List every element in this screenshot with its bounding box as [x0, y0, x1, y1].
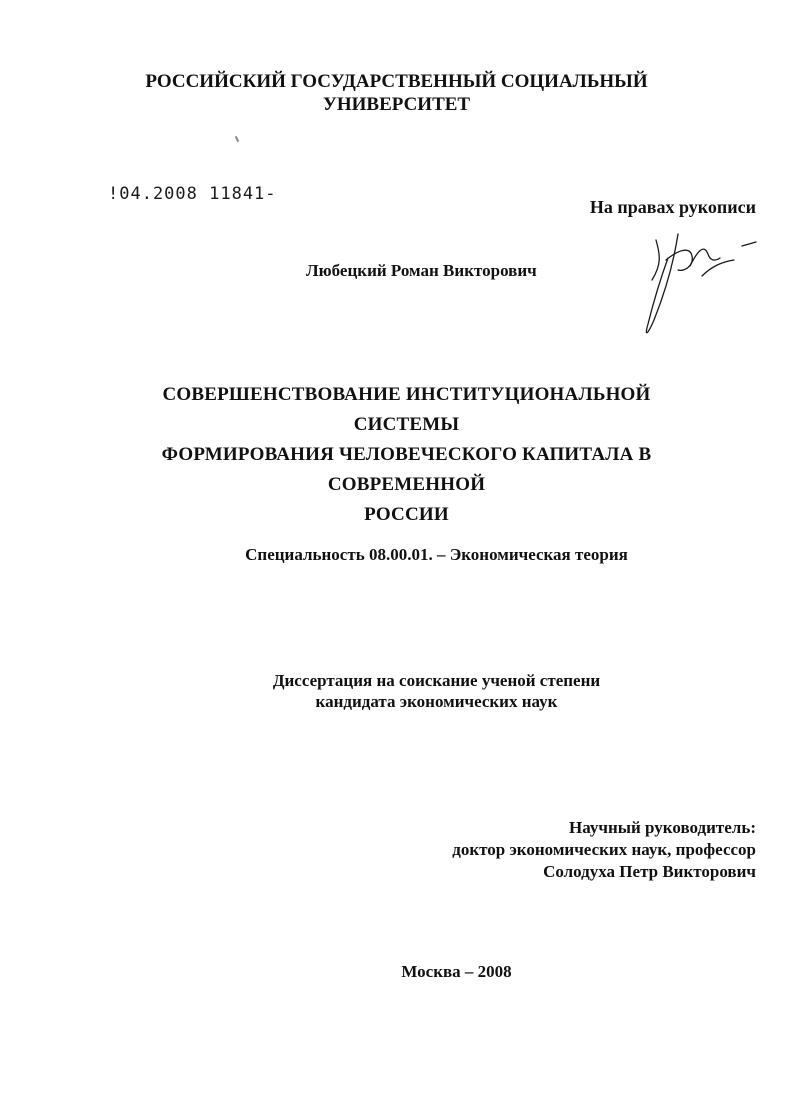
degree-statement-line-1: Диссертация на соискание ученой степени — [272, 671, 601, 690]
archive-stamp-number: !04.2008 11841- — [108, 184, 277, 204]
handwritten-signature — [638, 220, 768, 340]
specialty-line: Специальность 08.00.01. – Экономическая теория — [245, 545, 628, 564]
author-name: Любецкий Роман Викторович — [306, 261, 537, 280]
manuscript-rights-note: На правах рукописи — [589, 197, 756, 217]
degree-statement — [0, 670, 793, 712]
scan-speck — [235, 136, 239, 142]
dissertation-title-line-1: СОВЕРШЕНСТВОВАНИЕ ИНСТИТУЦИОНАЛЬНОЙ СИСТЕМЫ — [162, 384, 651, 435]
degree-statement-line-2: кандидата экономических наук — [315, 692, 558, 711]
supervisor-label: Научный руководитель: — [569, 818, 756, 837]
supervisor-name: Солодуха Петр Викторович — [543, 862, 756, 881]
university-name-line-2: УНИВЕРСИТЕТ — [322, 94, 471, 115]
dissertation-title-line-2: ФОРМИРОВАНИЯ ЧЕЛОВЕЧЕСКОГО КАПИТАЛА В СОВРЕМЕННОЙ — [161, 444, 652, 495]
supervisor-block — [380, 817, 756, 883]
university-name-line-1: РОССИЙСКИЙ ГОСУДАРСТВЕННЫЙ СОЦИАЛЬНЫЙ — [145, 71, 648, 92]
university-name — [0, 70, 793, 116]
city-year: Москва – 2008 — [401, 962, 512, 981]
dissertation-title — [110, 380, 703, 530]
dissertation-title-line-3: РОССИИ — [364, 504, 449, 525]
supervisor-credentials: доктор экономических наук, профессор — [452, 840, 756, 859]
